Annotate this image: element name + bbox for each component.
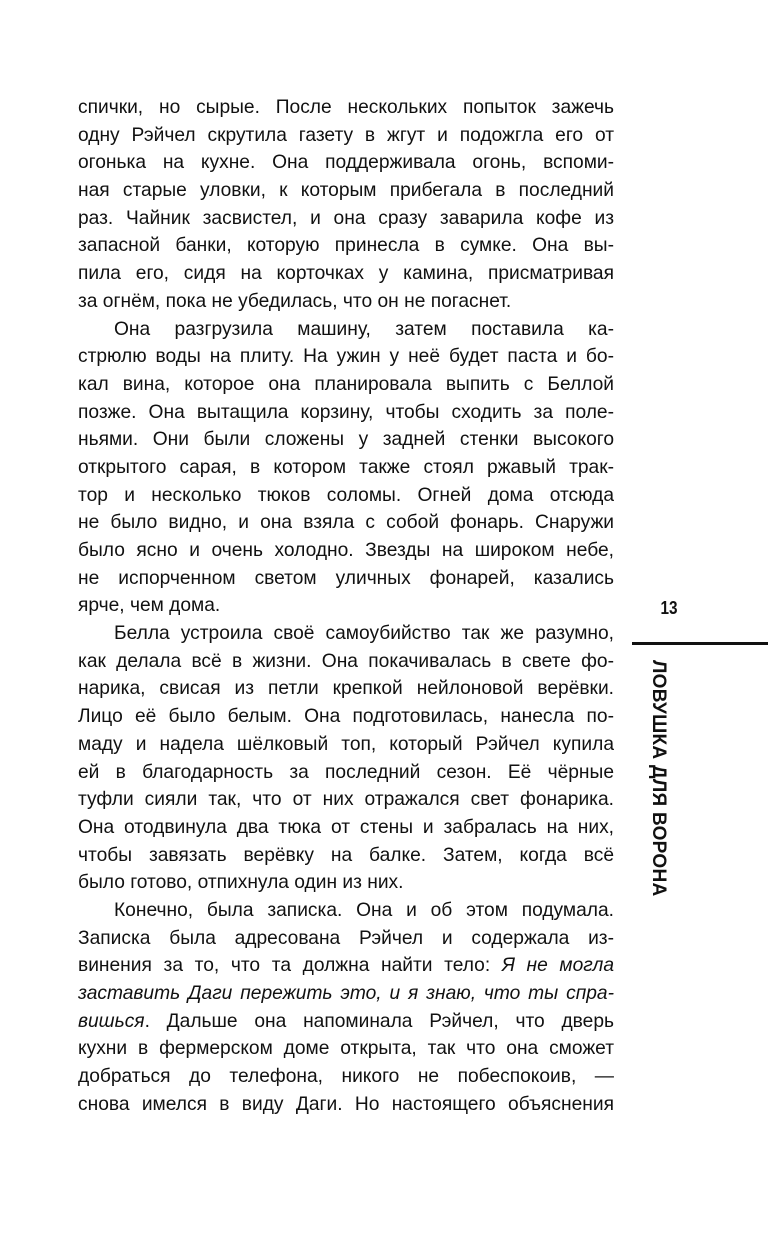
text-line: было готово, отпихнула один из них. (78, 872, 404, 894)
text-line: добраться до телефона, никого не побеспокоив, — (78, 1066, 614, 1088)
text-line: не испорченном светом уличных фонарей, казались (78, 567, 614, 589)
text-line: туфли сияли так, что от них отражался свет фонарика. (78, 789, 614, 811)
text-line: стрюлю воды на плиту. На ужин у неё будет паста и бо- (78, 346, 614, 368)
paragraph-start-line: Конечно, была записка. Она и об этом подумала. (114, 899, 614, 921)
text-line: чтобы завязать верёвку на балке. Затем, когда всё (78, 844, 614, 866)
text-line: ньями. Они были сложены у задней стенки высокого (78, 429, 614, 451)
text-line: открытого сарая, в котором также стоял ржавый трак- (78, 456, 614, 478)
text-segment: винения за то, что та должна найти тело: (78, 955, 502, 977)
italic-quote: заставить Даги пережить это, и я знаю, что ты спра- (78, 983, 614, 1004)
text-line: как делала всё в жизни. Она покачивалась в свете фо- (78, 650, 614, 672)
paragraph-start-line: Белла устроила своё самоубийство так же разумно, (114, 623, 614, 645)
text-line: кухни в фермерском доме открыта, так что она сможет (78, 1038, 614, 1060)
text-line: тор и несколько тюков соломы. Огней дома отсюда (78, 484, 614, 506)
text-line: было ясно и очень холодно. Звезды на широком небе, (78, 540, 614, 561)
text-line: пила его, сидя на корточках у камина, присматривая (78, 263, 614, 285)
text-line: за огнём, пока не убедилась, что он не погаснет. (78, 290, 512, 312)
text-line (78, 980, 614, 1008)
running-title: ЛОВУШКА ДЛЯ ВОРОНА (648, 660, 669, 897)
text-line: маду и надела шёлковый топ, который Рэйчел купила (78, 733, 614, 755)
text-line: спички, но сырые. После нескольких попыток зажечь (78, 97, 614, 118)
text-line: снова имелся в виду Даги. Но настоящего объяснения (78, 1093, 614, 1115)
text-line: ей в благодарность за последний сезон. Её чёрные (78, 761, 614, 783)
text-line: ярче, чем дома. (78, 595, 221, 617)
text-line: кал вина, которое она планировала выпить с Беллой (78, 373, 614, 395)
italic-quote: вишься (78, 1010, 145, 1032)
text-segment: . Дальше она напоминала Рэйчел, что дверь (144, 1010, 614, 1032)
italic-quote: Я не могла (501, 955, 614, 977)
header-rule (632, 642, 768, 645)
text-line: Записка была адресована Рэйчел и содержала из- (78, 927, 614, 949)
text-line: огонька на кухне. Она поддерживала огонь, вспоми- (78, 152, 614, 174)
text-line: запасной банки, которую принесла в сумке. Она вы- (78, 235, 614, 257)
body-text (78, 94, 614, 1118)
page-number: 13 (660, 598, 678, 618)
text-line: раз. Чайник засвистел, и она сразу заварила кофе из (78, 207, 614, 229)
text-line: не было видно, и она взяла с собой фонарь. Снаружи (78, 512, 614, 534)
text-line: одну Рэйчел скрутила газету в жгут и подожгла его от (78, 124, 614, 146)
text-line: ная старые уловки, к которым прибегала в последний (78, 180, 614, 202)
text-line (78, 1008, 614, 1036)
text-line: Она отодвинула два тюка от стены и забралась на них, (78, 816, 614, 838)
paragraph-start-line: Она разгрузила машину, затем поставила ка- (114, 318, 614, 340)
text-line (78, 952, 614, 980)
text-line: позже. Она вытащила корзину, чтобы сходить за поле- (78, 401, 614, 423)
text-line: нарика, свисая из петли крепкой нейлоновой верёвки. (78, 678, 614, 700)
text-line: Лицо её было белым. Она подготовилась, нанесла по- (78, 706, 614, 728)
